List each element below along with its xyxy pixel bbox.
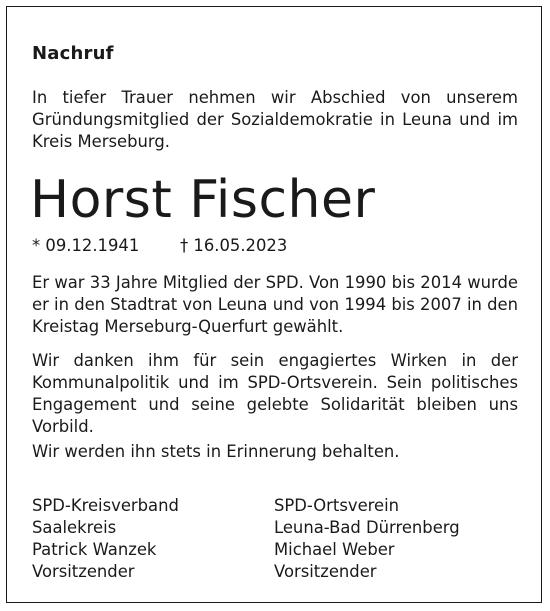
signature-role: Vorsitzender — [274, 562, 377, 581]
deceased-name: Horst Fischer — [30, 170, 376, 230]
birth-date: * 09.12.1941 — [32, 236, 140, 255]
thanks-paragraph: Wir danken ihm für sein engagiertes Wirken in der Kommunalpolitik und im SPD-Ortsverein. Sein politisches Engagement und seine gelebte Solidarität bleiben uns Vorbild. — [32, 351, 518, 436]
signature-region: Leuna-Bad Dürrenberg — [274, 518, 460, 537]
biography-paragraph: Er war 33 Jahre Mitglied der SPD. Von 1990 bis 2014 wurde er in den Stadtrat von Leuna und von 1994 bis 2007 in den Kreistag Merseburg-Querfurt gewählt. — [32, 273, 518, 336]
signature-role: Vorsitzender — [32, 562, 135, 581]
signature-region: Saalekreis — [32, 518, 117, 537]
signature-person: Michael Weber — [274, 540, 395, 559]
closing-line: Wir werden ihn stets in Erinnerung behalten. — [32, 442, 400, 461]
signature-block-left — [32, 495, 179, 583]
obituary-notice — [6, 6, 542, 603]
signature-block-right — [274, 495, 460, 583]
signature-organization: SPD-Ortsverein — [274, 496, 400, 515]
signature-organization: SPD-Kreisverband — [32, 496, 179, 515]
death-date: † 16.05.2023 — [180, 236, 288, 255]
intro-paragraph: In tiefer Trauer nehmen wir Abschied von unserem Gründungsmitglied der Sozialdemokratie in Leuna und im Kreis Merseburg. — [32, 88, 518, 151]
signature-person: Patrick Wanzek — [32, 540, 157, 559]
life-dates — [32, 235, 288, 257]
notice-heading: Nachruf — [32, 43, 114, 64]
